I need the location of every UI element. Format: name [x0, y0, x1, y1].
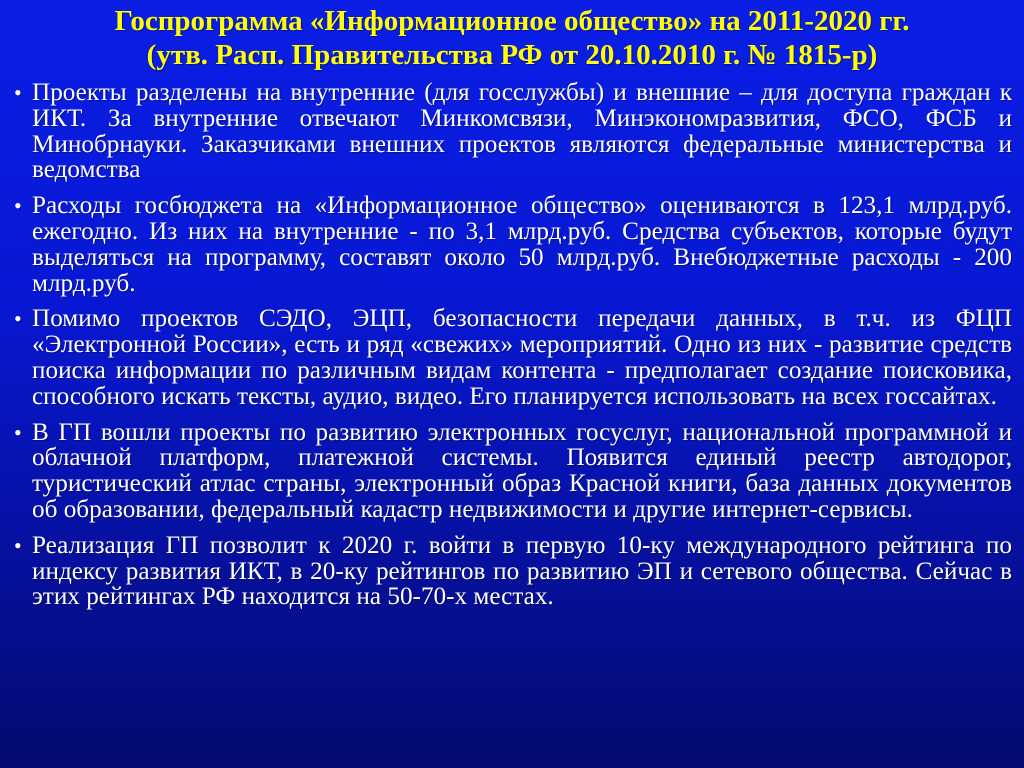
bullet-list: [14, 80, 1012, 620]
bullet-item-ratings: [14, 533, 1012, 610]
title-line-1: Госпрограмма «Информационное общество» на 2011-2020 гг.: [114, 5, 910, 37]
bullet-dot-icon: •: [14, 193, 22, 219]
bullet-text: Расходы госбюджета на «Информационное общество» оцениваются в 123,1 млрд.руб. ежегодно. Из них на внутренние - по 3,1 млрд.руб. Средства субъектов, которые будут выделяться на программу, составят около 50 млрд.руб. Внебюджетные расходы - 200 млрд.руб.: [32, 192, 1012, 297]
title-line-2: (утв. Расп. Правительства РФ от 20.10.2010 г. № 1815-р): [146, 39, 878, 71]
bullet-dot-icon: •: [14, 532, 22, 558]
bullet-item-search-engine: [14, 306, 1012, 409]
bullet-text: В ГП вошли проекты по развитию электронных госуслуг, национальной программной и облачной платформ, платежной системы. Появится единый реестр автодорог, туристический атлас страны, электронный образ Красной книги, база данных документов об образовании, федеральный кадастр недвижимости и другие интернет-сервисы.: [32, 418, 1012, 523]
bullet-text: Проекты разделены на внутренние (для госслужбы) и внешние – для доступа граждан к ИКТ. За внутренние отвечают Минкомсвязи, Минэкономразвития, ФСО, ФСБ и Минобрнауки. Заказчиками внешних проектов являются федеральные министерства и ведомства: [32, 79, 1012, 184]
bullet-dot-icon: •: [14, 419, 22, 445]
bullet-text: Реализация ГП позволит к 2020 г. войти в первую 10-ку международного рейтинга по индексу развития ИКТ, в 20-ку рейтингов по развитию ЭП и сетевого общества. Сейчас в этих рейтингах РФ находится на 50-70-х местах.: [32, 531, 1012, 611]
bullet-text: Помимо проектов СЭДО, ЭЦП, безопасности передачи данных, в т.ч. из ФЦП «Электронной России», есть и ряд «свежих» мероприятий. Одно из них - развитие средств поиска информации по различным видам контента - предполагает создание поисковика, способного искать тексты, аудио, видео. Его планируется использовать на всех госсайтах.: [32, 305, 1012, 410]
slide-title: [0, 4, 1024, 72]
bullet-item-expenses: [14, 193, 1012, 296]
bullet-item-services: [14, 420, 1012, 523]
bullet-item-projects: [14, 80, 1012, 183]
bullet-dot-icon: •: [14, 306, 22, 332]
bullet-dot-icon: •: [14, 80, 22, 105]
